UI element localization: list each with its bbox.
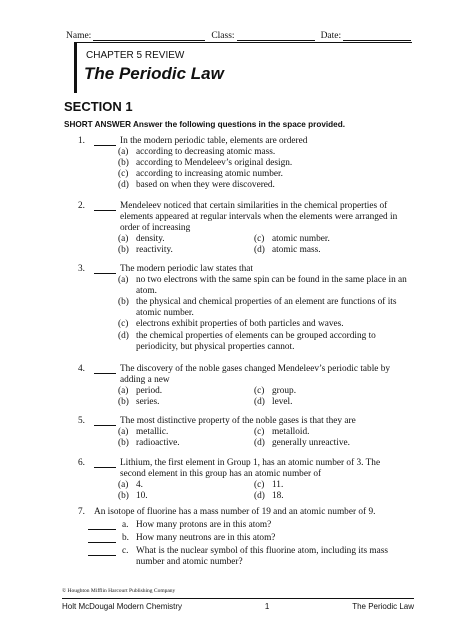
- page-number: 1: [264, 602, 270, 611]
- instructions: SHORT ANSWER Answer the following questions in the space provided.: [64, 120, 345, 129]
- class-field[interactable]: [211, 31, 314, 41]
- footer-rule: [62, 598, 414, 599]
- option: (a) according to decreasing atomic mass.: [118, 147, 276, 158]
- answer-blank[interactable]: [94, 416, 116, 426]
- option: (c) electrons exhibit properties of both particles and waves.: [118, 319, 344, 330]
- question-number: 7.: [78, 507, 85, 517]
- question-5: [78, 416, 408, 449]
- option: (c) according to increasing atomic number.: [118, 169, 283, 180]
- chapter-title-box: [74, 42, 412, 89]
- question-2: [78, 201, 408, 256]
- question-stem: An isotope of fluorine has a mass number of 19 and an atomic number of 9.: [94, 507, 376, 517]
- question-stem: The discovery of the noble gases changed Mendeleev’s periodic table by adding a new: [120, 364, 391, 386]
- question-stem: In the modern periodic table, elements are ordered: [120, 136, 308, 146]
- question-stem: Lithium, the first element in Group 1, has an atomic number of 3. The second element in this group has an atomic number of: [120, 458, 381, 480]
- question-number: 5.: [78, 416, 85, 426]
- copyright: © Houghton Mifflin Harcourt Publishing Company: [62, 588, 176, 594]
- chapter-title: The Periodic Law: [84, 64, 224, 83]
- option: (a) density.: [118, 234, 165, 245]
- question-number: 3.: [78, 264, 85, 274]
- option: (b) reactivity.: [118, 245, 173, 256]
- question-7: [78, 507, 408, 568]
- option: (b) the physical and chemical properties of an element are functions of its atomic number.: [118, 297, 397, 319]
- option: (a) metallic.: [118, 427, 169, 438]
- question-6: [78, 458, 408, 502]
- option: (a) no two electrons with the same spin can be found in the same place in an atom.: [118, 275, 407, 297]
- answer-blank[interactable]: [88, 546, 116, 556]
- option: (b) 10.: [118, 491, 148, 502]
- option: (d) atomic mass.: [254, 245, 321, 256]
- answer-blank[interactable]: [88, 520, 116, 530]
- option: (b) according to Mendeleev’s original design.: [118, 158, 293, 169]
- footer-book-title: Holt McDougal Modern Chemistry: [62, 602, 183, 611]
- option: (b) series.: [118, 397, 160, 408]
- answer-blank[interactable]: [94, 458, 116, 468]
- option: (c) metalloid.: [254, 427, 310, 438]
- name-label: Name:: [66, 31, 92, 41]
- question-stem: The most distinctive property of the noble gases is that they are: [120, 416, 356, 426]
- option: (d) generally unreactive.: [254, 438, 350, 449]
- title-bar: [74, 43, 77, 93]
- header-fields: [66, 31, 406, 41]
- option: (d) 18.: [254, 491, 284, 502]
- option: (a) 4.: [118, 480, 143, 491]
- date-field[interactable]: [321, 31, 412, 41]
- answer-blank[interactable]: [94, 264, 116, 274]
- section-title: SECTION 1: [64, 99, 133, 114]
- option: (b) radioactive.: [118, 438, 180, 449]
- question-number: 1.: [78, 136, 85, 146]
- class-line[interactable]: [237, 31, 315, 41]
- option: (c) atomic number.: [254, 234, 330, 245]
- option: (d) based on when they were discovered.: [118, 180, 275, 191]
- question-number: 2.: [78, 201, 85, 211]
- date-line[interactable]: [343, 31, 411, 41]
- question-4: [78, 364, 408, 408]
- footer-chapter-title: The Periodic Law: [352, 602, 414, 611]
- footer: [62, 602, 414, 611]
- question-number: 4.: [78, 364, 85, 374]
- date-label: Date:: [320, 31, 342, 41]
- question-stem: The modern periodic law states that: [120, 264, 253, 274]
- question-number: 6.: [78, 458, 85, 468]
- question-stem: Mendeleev noticed that certain similarities in the chemical properties of elements appeared at regular intervals when the elements were arranged in order of increasing: [120, 201, 398, 234]
- option: (d) level.: [254, 397, 293, 408]
- answer-blank[interactable]: [88, 533, 116, 543]
- answer-blank[interactable]: [94, 136, 116, 146]
- sub-question: b. How many neutrons are in this atom?: [88, 533, 408, 544]
- sub-question: c. What is the nuclear symbol of this fluorine atom, including its mass number and atomic number?: [88, 546, 408, 568]
- answer-blank[interactable]: [94, 364, 116, 374]
- question-1: [78, 136, 408, 191]
- question-3: [78, 264, 408, 353]
- option: (d) the chemical properties of elements can be grouped according to periodicity, but physical properties cannot.: [118, 330, 376, 352]
- sub-question: a. How many protons are in this atom?: [88, 520, 408, 531]
- class-label: Class:: [211, 31, 235, 41]
- answer-blank[interactable]: [94, 201, 116, 211]
- option: (c) group.: [254, 386, 297, 397]
- name-line[interactable]: [93, 31, 205, 41]
- option: (a) period.: [118, 386, 163, 397]
- option: (c) 11.: [254, 480, 284, 491]
- chapter-label: CHAPTER 5 REVIEW: [86, 50, 185, 61]
- name-field[interactable]: [66, 31, 205, 41]
